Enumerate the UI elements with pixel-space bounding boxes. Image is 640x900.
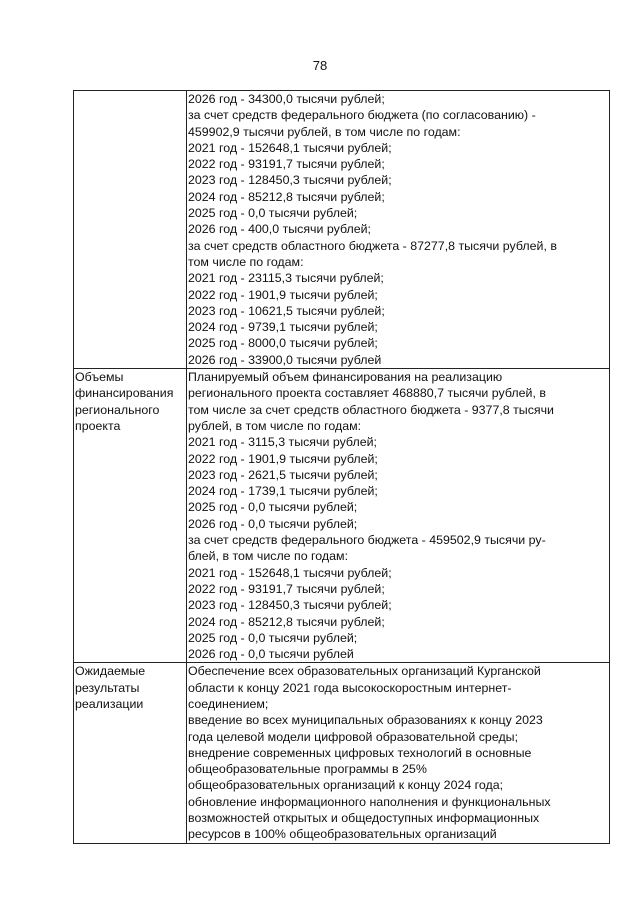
content-line: том числе по годам: xyxy=(188,254,304,269)
content-line: 2024 год - 9739,1 тысячи рублей; xyxy=(188,320,378,335)
content-line: общеобразовательные программы в 25% xyxy=(188,762,427,777)
content-line: 2025 год - 8000,0 тысячи рублей; xyxy=(188,336,378,351)
row-label-cell xyxy=(74,663,187,843)
content-line: за счет средств федерального бюджета - 459502,9 тысячи ру- xyxy=(188,533,546,548)
content-line: 2021 год - 3115,3 тысячи рублей; xyxy=(188,435,377,450)
row-label-cell xyxy=(74,369,187,663)
content-line: 2025 год - 0,0 тысячи рублей; xyxy=(188,206,358,221)
content-line: возможностей открытых и общедоступных информационных xyxy=(188,811,540,826)
content-line: том числе за счет средств областного бюджета - 9377,8 тысячи xyxy=(188,402,554,417)
content-line: 2023 год - 10621,5 тысячи рублей; xyxy=(188,303,385,318)
content-line: 2026 год - 0,0 тысячи рублей; xyxy=(188,516,358,531)
content-line: 2026 год - 0,0 тысячи рублей xyxy=(188,647,354,662)
table-row xyxy=(74,663,610,843)
content-line: 2021 год - 23115,3 тысячи рублей; xyxy=(188,271,384,286)
content-line: 2024 год - 85212,8 тысячи рублей; xyxy=(188,189,385,204)
table-row xyxy=(74,91,610,369)
content-line: 2026 год - 33900,0 тысячи рублей xyxy=(188,352,382,367)
content-line: 2022 год - 1901,9 тысячи рублей; xyxy=(188,287,378,302)
content-line: соединением; xyxy=(188,696,269,711)
label-line: финансирования xyxy=(75,386,174,401)
content-line: 2023 год - 128450,3 тысячи рублей; xyxy=(188,598,392,613)
content-line: 2022 год - 93191,7 тысячи рублей; xyxy=(188,581,385,596)
content-line: 2021 год - 152648,1 тысячи рублей; xyxy=(188,565,392,580)
content-line: 2022 год - 93191,7 тысячи рублей; xyxy=(188,157,385,172)
content-line: Обеспечение всех образовательных организаций Курганской xyxy=(188,664,541,679)
content-line: общеобразовательных организаций к концу 2024 года; xyxy=(188,778,504,793)
label-line: реализации xyxy=(75,696,144,711)
table-row xyxy=(74,369,610,663)
content-line: 2023 год - 128450,3 тысячи рублей; xyxy=(188,173,392,188)
content-line: за счет средств областного бюджета - 87277,8 тысячи рублей, в xyxy=(188,238,557,253)
row-content-cell xyxy=(187,369,610,663)
page-number: 78 xyxy=(312,58,328,73)
content-line: внедрение современных цифровых технологий в основные xyxy=(188,745,532,760)
content-line: обновление информационного наполнения и функциональных xyxy=(188,794,551,809)
content-line: 2026 год - 400,0 тысячи рублей; xyxy=(188,222,371,237)
content-line: 459902,9 тысячи рублей, в том числе по годам: xyxy=(188,124,461,139)
content-line: 2025 год - 0,0 тысячи рублей; xyxy=(188,500,358,515)
row-content-cell xyxy=(187,663,610,843)
table-body xyxy=(74,91,610,844)
content-line: 2021 год - 152648,1 тысячи рублей; xyxy=(188,140,392,155)
label-line: регионального xyxy=(75,402,160,417)
content-line: Планируемый объем финансирования на реализацию xyxy=(188,370,503,385)
content-line: регионального проекта составляет 468880,7 тысячи рублей, в xyxy=(188,386,546,401)
content-line: области к концу 2021 года высокоскоростным интернет- xyxy=(188,680,512,695)
label-line: Ожидаемые xyxy=(75,664,146,679)
row-label-cell xyxy=(74,91,187,369)
label-line: результаты xyxy=(75,680,140,695)
content-line: 2023 год - 2621,5 тысячи рублей; xyxy=(188,467,378,482)
content-line: 2022 год - 1901,9 тысячи рублей; xyxy=(188,451,378,466)
passport-table xyxy=(73,90,610,844)
content-line: 2026 год - 34300,0 тысячи рублей; xyxy=(188,92,385,106)
content-line: 2024 год - 85212,8 тысячи рублей; xyxy=(188,614,385,629)
content-line: блей, в том числе по годам: xyxy=(188,549,349,564)
content-line: за счет средств федерального бюджета (по согласованию) - xyxy=(188,108,536,123)
label-line: проекта xyxy=(75,418,121,433)
content-line: 2025 год - 0,0 тысячи рублей; xyxy=(188,630,358,645)
content-line: 2024 год - 1739,1 тысячи рублей; xyxy=(188,484,378,499)
content-line: ресурсов в 100% общеобразовательных организаций xyxy=(188,827,497,842)
label-line: Объемы xyxy=(75,370,124,385)
content-line: введение во всех муниципальных образованиях к концу 2023 xyxy=(188,713,543,728)
row-content-cell xyxy=(187,91,610,369)
content-line: года целевой модели цифровой образовательной среды; xyxy=(188,729,519,744)
content-line: рублей, в том числе по годам: xyxy=(188,418,362,433)
